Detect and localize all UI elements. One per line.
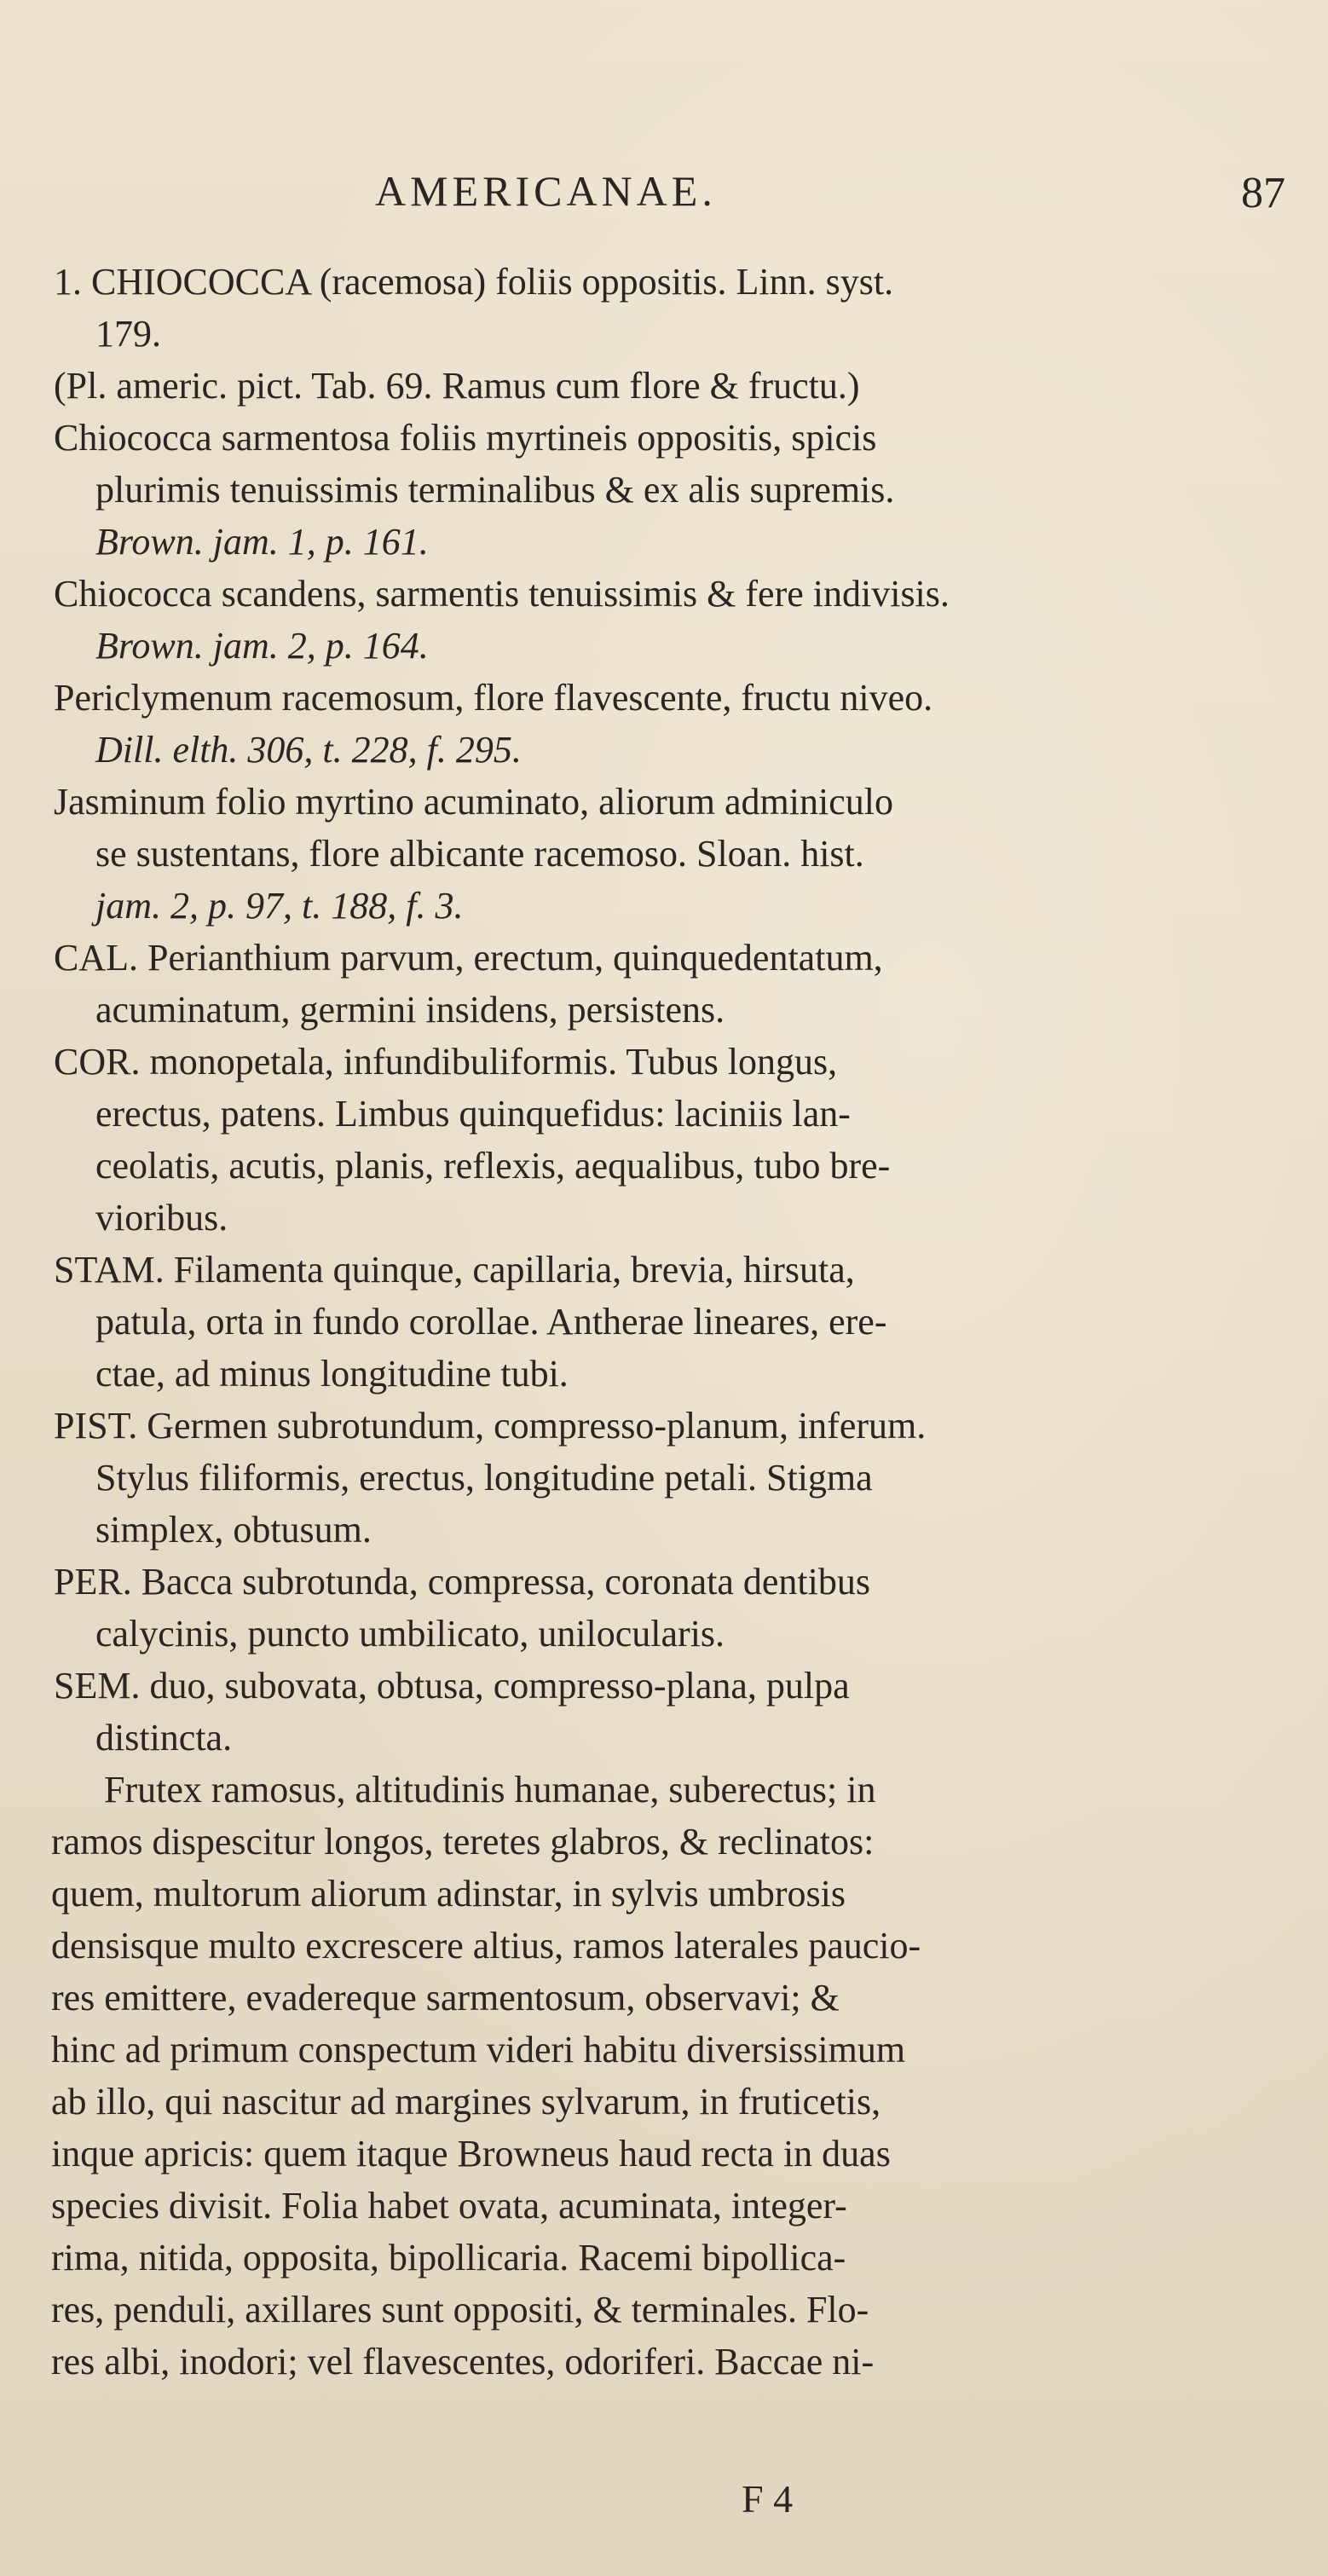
corolla-line: ceolatis, acutis, planis, reflexis, aequalibus, tubo bre- (95, 1145, 891, 1187)
synonym-line: Periclymenum racemosum, flore flavescente, fructu niveo. (54, 677, 933, 719)
paragraph-line: hinc ad primum conspectum videri habitu diversissimum (51, 2029, 906, 2071)
paragraph-line: Frutex ramosus, altitudinis humanae, suberectus; in (104, 1769, 876, 1811)
synonym-line: Jasminum folio myrtino acuminato, aliorum adminiculo (54, 781, 893, 823)
pistil-line: PIST. Germen subrotundum, compresso-planum, inferum. (54, 1405, 927, 1447)
pistil-line: Stylus filiformis, erectus, longitudine petali. Stigma (95, 1457, 873, 1499)
signature-mark: F 4 (742, 2477, 794, 2521)
corolla-line: vioribus. (95, 1197, 228, 1239)
calyx-line: acuminatum, germini insidens, persistens. (95, 989, 725, 1031)
stamen-line: STAM. Filamenta quinque, capillaria, brevia, hirsuta, (54, 1249, 855, 1291)
stamen-line: ctae, ad minus longitudine tubi. (95, 1353, 569, 1395)
citation-line: Brown. jam. 1, p. 161. (95, 521, 429, 563)
citation-line: jam. 2, p. 97, t. 188, f. 3. (95, 885, 464, 927)
paragraph-line: inque apricis: quem itaque Browneus haud recta in duas (51, 2133, 891, 2175)
paragraph-line: res albi, inodori; vel flavescentes, odoriferi. Baccae ni- (51, 2341, 875, 2383)
seed-line: SEM. duo, subovata, obtusa, compresso-plana, pulpa (54, 1665, 850, 1707)
synonym-line: Chiococca scandens, sarmentis tenuissimis & fere indivisis. (54, 573, 950, 615)
synonym-line: plurimis tenuissimis terminalibus & ex alis supremis. (95, 469, 895, 511)
paragraph-line: quem, multorum aliorum adinstar, in sylvis umbrosis (51, 1873, 846, 1915)
entry-line: 179. (95, 313, 161, 355)
paragraph-line: rima, nitida, opposita, bipollicaria. Racemi bipollica- (51, 2237, 846, 2279)
paragraph-line: res emittere, evadereque sarmentosum, observavi; & (51, 1977, 840, 2019)
pericarp-line: calycinis, puncto umbilicato, unilocularis. (95, 1613, 725, 1655)
corolla-line: COR. monopetala, infundibuliformis. Tubus longus, (54, 1041, 838, 1083)
corolla-line: erectus, patens. Limbus quinquefidus: laciniis lan- (95, 1093, 851, 1135)
seed-line: distincta. (95, 1717, 233, 1759)
pericarp-line: PER. Bacca subrotunda, compressa, coronata dentibus (54, 1561, 870, 1603)
entry-line: (Pl. americ. pict. Tab. 69. Ramus cum flore & fructu.) (54, 365, 860, 407)
paragraph-line: res, penduli, axillares sunt oppositi, & terminales. Flo- (51, 2289, 869, 2331)
stamen-line: patula, orta in fundo corollae. Antherae lineares, ere- (95, 1301, 887, 1343)
synonym-line: se sustentans, flore albicante racemoso. Sloan. hist. (95, 833, 864, 875)
paragraph-line: ramos dispescitur longos, teretes glabros, & reclinatos: (51, 1821, 875, 1863)
running-head: AMERICANAE. (375, 167, 717, 215)
paragraph-line: densisque multo excrescere altius, ramos laterales paucio- (51, 1925, 921, 1967)
page-header (0, 166, 1328, 234)
synonym-line: Chiococca sarmentosa foliis myrtineis oppositis, spicis (54, 417, 877, 459)
calyx-line: CAL. Perianthium parvum, erectum, quinquedentatum, (54, 937, 883, 979)
paragraph-line: species divisit. Folia habet ovata, acuminata, integer- (51, 2185, 847, 2227)
page-number: 87 (1241, 169, 1285, 217)
pistil-line: simplex, obtusum. (95, 1509, 372, 1551)
paragraph-line: ab illo, qui nascitur ad margines sylvarum, in fruticetis, (51, 2081, 881, 2123)
citation-line: Brown. jam. 2, p. 164. (95, 625, 429, 667)
citation-line: Dill. elth. 306, t. 228, f. 295. (95, 729, 522, 771)
entry-heading: 1. CHIOCOCCA (racemosa) foliis oppositis. Linn. syst. (54, 261, 894, 303)
body-text (51, 256, 1236, 2388)
